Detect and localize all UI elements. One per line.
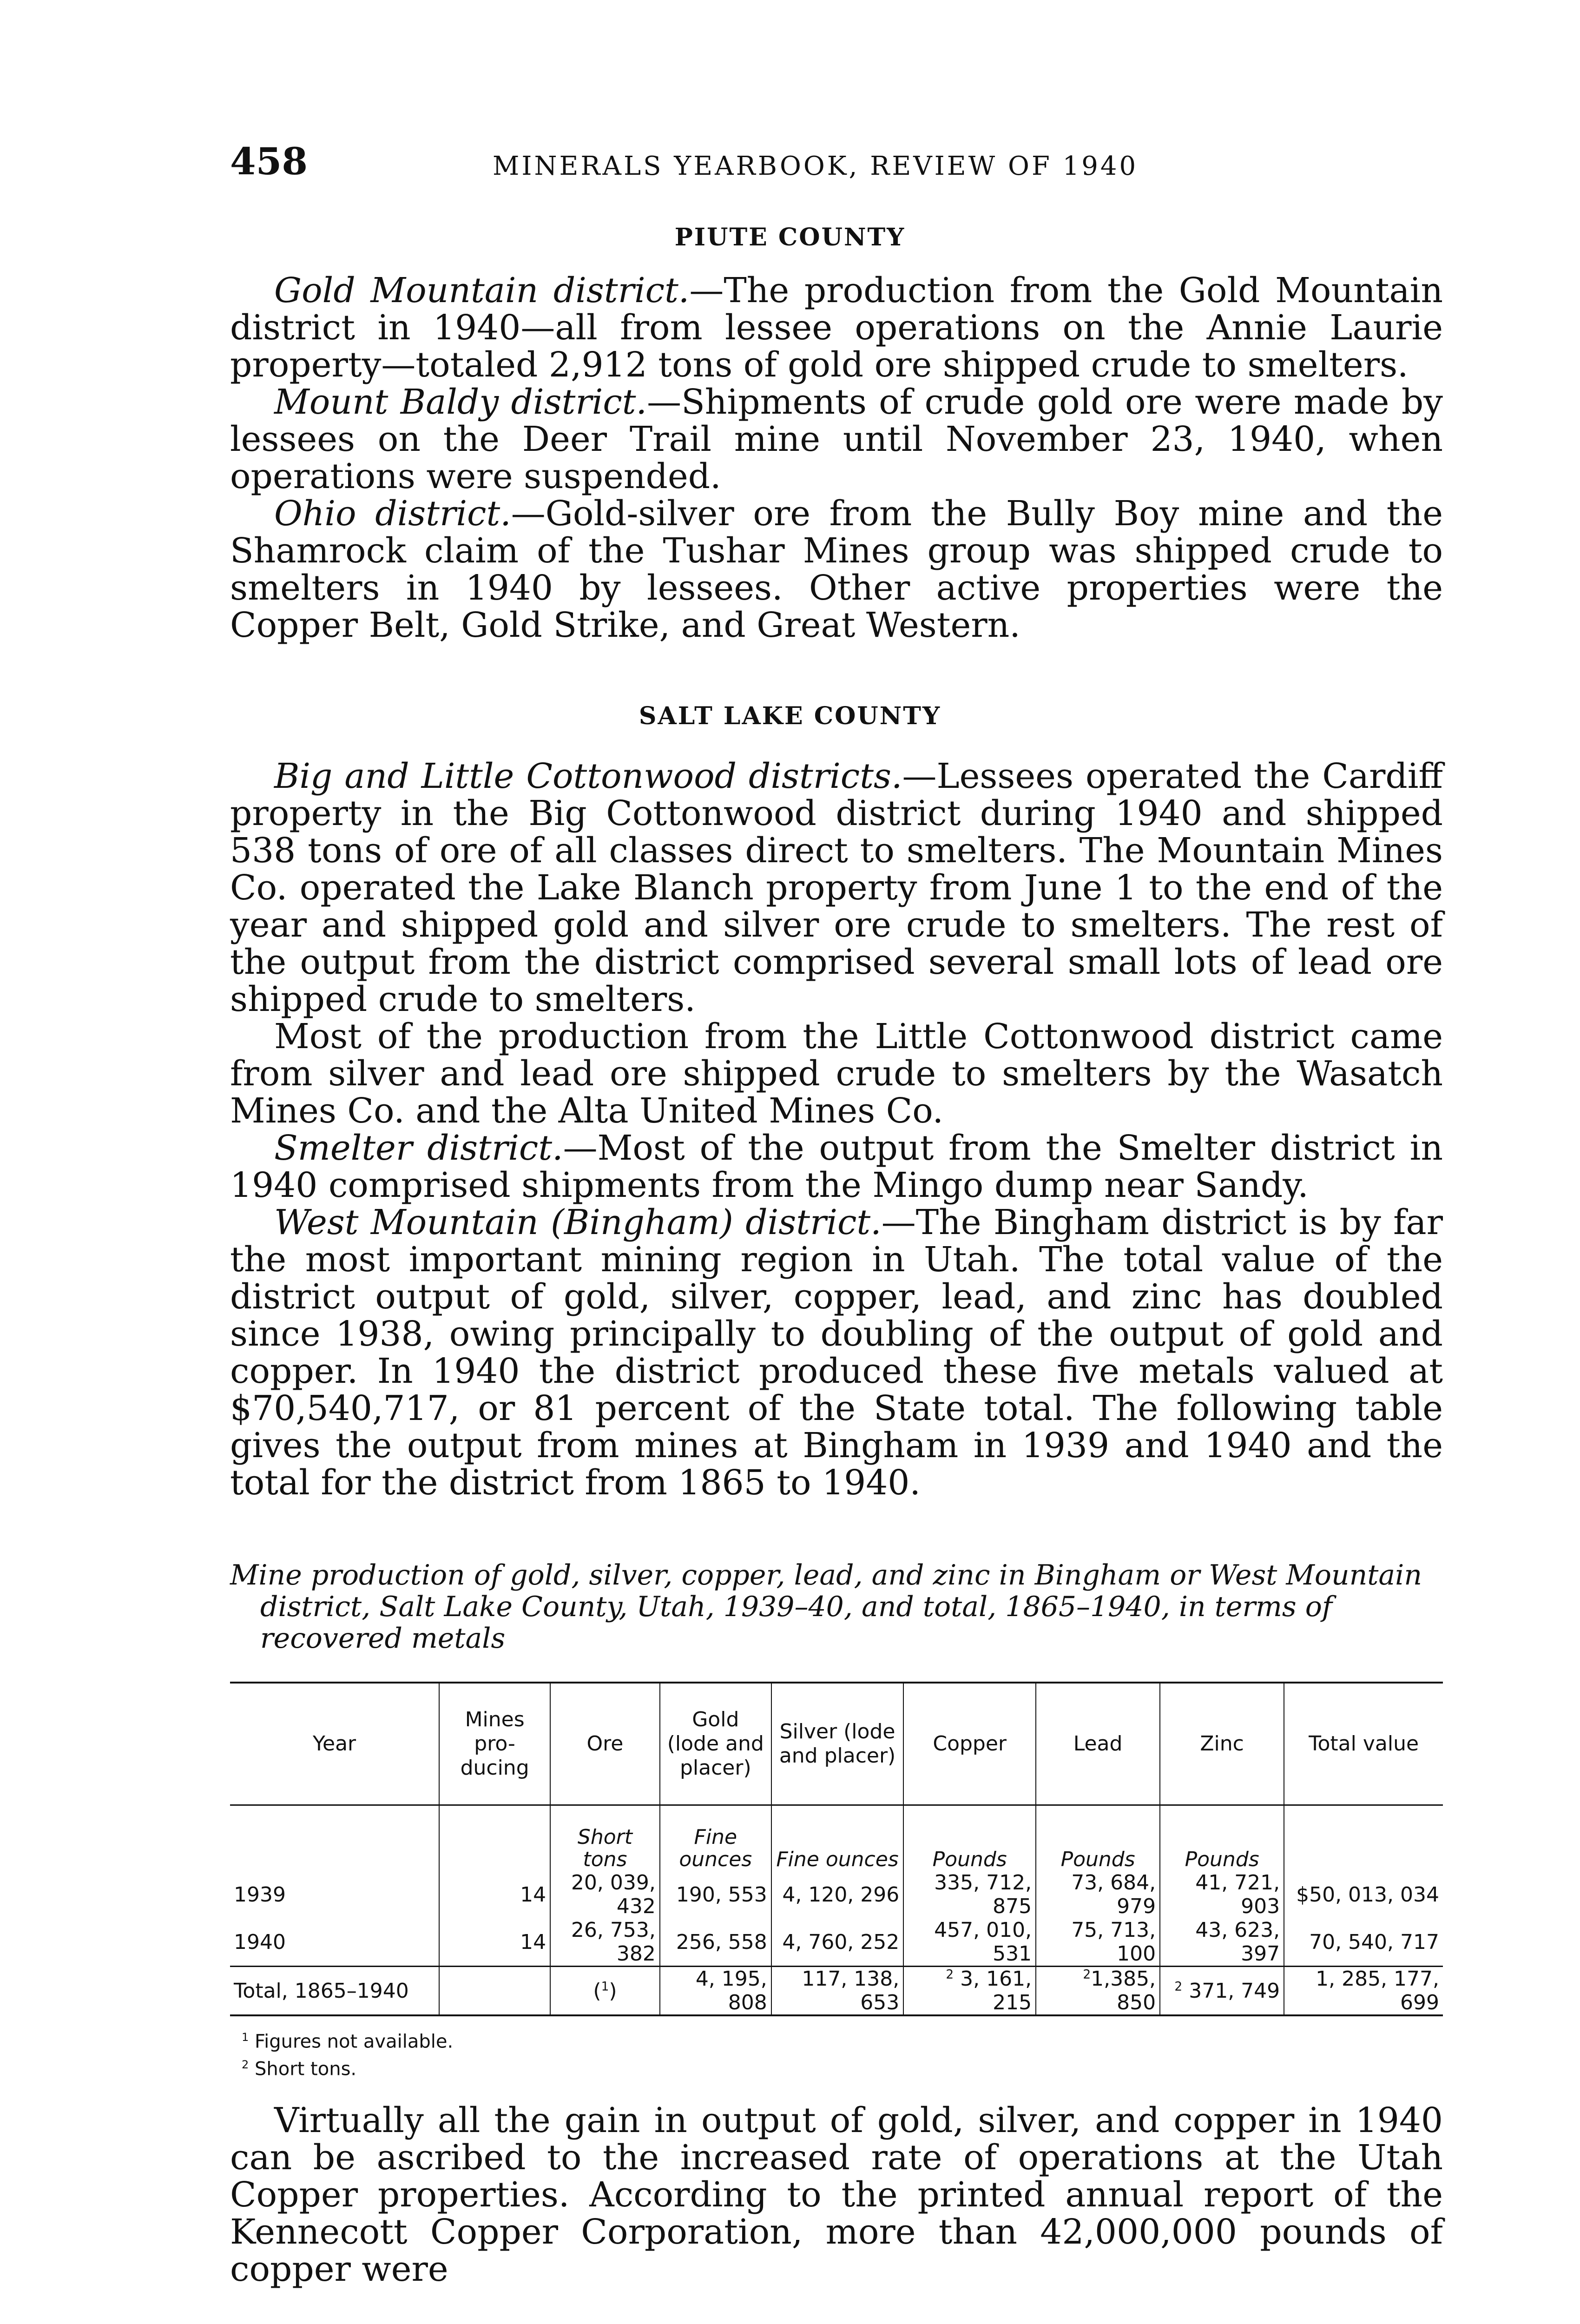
unit-cell: Fine ounces — [660, 1805, 771, 1871]
zinc-value: 371, 749 — [1189, 1979, 1280, 2003]
production-table — [230, 1682, 1443, 2016]
paragraph-smelter — [230, 1129, 1443, 1204]
column-header: Silver (lode and placer) — [771, 1683, 903, 1805]
paragraph-text: —Most of the output from the Smelter district in 1940 comprised shipments from the Mingo dump near Sandy. — [230, 1128, 1443, 1205]
paragraph-ohio — [230, 495, 1443, 644]
footnote-1: $^1$ Figures not available. — [242, 2031, 454, 2053]
unit-cell: Pounds — [1160, 1805, 1284, 1871]
table-row — [230, 1871, 1443, 1918]
table-footnotes — [242, 2026, 453, 2081]
lead-cell: 75, 713, 100 — [1036, 1918, 1160, 1967]
table-row — [230, 1918, 1443, 1967]
ore-cell: 20, 039, 432 — [550, 1871, 660, 1918]
paragraph-text: —The Bingham district is by far the most important mining region in Utah. The total value of the district output of gold, silver, copper, lead, and zinc has doubled since 1938, owing principally to doubling of the output of gold and copper. In 1940 the district produced these five metals valued at $70,540,717, or 81 percent of the State total. The following table gives the output from mines at Bingham in 1939 and 1940 and the total for the district from 1865 to 1940. — [230, 1202, 1443, 1503]
paragraph-text: —Gold-silver ore from the Bully Boy mine and the Shamrock claim of the Tushar Mines group was shipped crude to smelters in 1940 by lessees. Other active properties were the Copper Belt, Gold Strike, and Great Western. — [230, 494, 1443, 645]
salt-lake-county-text — [230, 758, 1443, 1501]
paragraph-text: —Shipments of crude gold ore were made by lessees on the Deer Trail mine until November 23, 1940, when operations were suspended. — [230, 382, 1443, 496]
paragraph-utah-copper: Virtually all the gain in output of gold, silver, and copper in 1940 can be ascribed to the increased rate of operations at the Utah Copper properties. According to the printed annual report of the Kennecott Copper Corporation, more than 42,000,000 pounds of copper were — [230, 2100, 1443, 2289]
unit-cell — [1284, 1805, 1443, 1871]
total-row — [230, 1967, 1443, 2016]
unit-cell: Fine ounces — [771, 1805, 903, 1871]
district-name: Big and Little Cottonwood districts. — [274, 756, 902, 796]
unit-cell — [439, 1805, 550, 1871]
ore-cell: ($^1$) — [550, 1967, 660, 2016]
zinc-cell: 41, 721, 903 — [1160, 1871, 1284, 1918]
silver-cell: 117, 138, 653 — [771, 1967, 903, 2016]
column-header: Copper — [903, 1683, 1036, 1805]
column-header: Zinc — [1160, 1683, 1284, 1805]
copper-cell: 457, 010, 531 — [903, 1918, 1036, 1967]
lead-cell — [1036, 1967, 1160, 2016]
gold-cell: 4, 195, 808 — [660, 1967, 771, 2016]
mines-cell: 14 — [439, 1871, 550, 1918]
silver-cell: 4, 120, 296 — [771, 1871, 903, 1918]
footnote-mark: 1 — [601, 1979, 609, 1994]
unit-cell — [230, 1805, 439, 1871]
district-name: Ohio district. — [274, 494, 511, 534]
district-name: Smelter district. — [274, 1128, 563, 1168]
table-header-row — [230, 1683, 1443, 1805]
copper-cell: 335, 712, 875 — [903, 1871, 1036, 1918]
paragraph-bingham — [230, 1204, 1443, 1501]
lead-cell: 73, 684, 979 — [1036, 1871, 1160, 1918]
mines-cell: 14 — [439, 1918, 550, 1967]
column-header: Gold (lode and placer) — [660, 1683, 771, 1805]
unit-cell: Pounds — [903, 1805, 1036, 1871]
running-title: MINERALS YEARBOOK, REVIEW OF 1940 — [493, 151, 1139, 181]
zinc-cell: 43, 623, 397 — [1160, 1918, 1284, 1967]
footnote-text: Figures not available. — [255, 2031, 454, 2053]
footnote-2: $^2$ Short tons. — [242, 2058, 357, 2080]
footnote-mark: 2 — [1174, 1979, 1183, 1994]
copper-value: 3, 161, 215 — [960, 1967, 1032, 2014]
lead-value: 1,385, 850 — [1091, 1967, 1156, 2014]
district-name: Gold Mountain district. — [274, 271, 690, 310]
footnote-mark: 2 — [1083, 1967, 1091, 1982]
column-header: Total value — [1284, 1683, 1443, 1805]
district-name: West Mountain (Bingham) district. — [274, 1202, 882, 1242]
paragraph-cottonwood — [230, 758, 1443, 1018]
column-header: Year — [230, 1683, 439, 1805]
paragraph-text: —Lessees operated the Cardiff property in the Big Cottonwood district during 1940 and shipped 538 tons of ore of all classes direct to smelters. The Mountain Mines Co. operated the Lake Blanch property from June 1 to the end of the year and shipped gold and silver ore crude to smelters. The rest of the output from the district comprised several small lots of lead ore shipped crude to smelters. — [230, 756, 1443, 1019]
production-table-wrap — [230, 1682, 1443, 2016]
unit-cell: Short tons — [550, 1805, 660, 1871]
paragraph-mount-baldy — [230, 383, 1443, 495]
year-cell: 1940 — [234, 1930, 286, 1954]
silver-cell: 4, 760, 252 — [771, 1918, 903, 1967]
column-header: Ore — [550, 1683, 660, 1805]
table-caption: Mine production of gold, silver, copper, lead, and zinc in Bingham or West Mountain district, Salt Lake County, Utah, 1939–40, and total, 1865–1940, in terms of recovered metals — [230, 1559, 1422, 1655]
gold-cell: 256, 558 — [660, 1918, 771, 1967]
paragraph-text: —The production from the Gold Mountain district in 1940—all from lessee operations on the Annie Laurie property—totaled 2,912 tons of gold ore shipped crude to smelters. — [230, 271, 1443, 385]
district-name: Mount Baldy district. — [274, 382, 647, 422]
year-cell: 1939 — [234, 1882, 286, 1907]
closing-text — [230, 2102, 1443, 2288]
column-header: Lead — [1036, 1683, 1160, 1805]
ore-cell: 26, 753, 382 — [550, 1918, 660, 1967]
footnote-text: Short tons. — [255, 2058, 357, 2080]
total-value-cell: 70, 540, 717 — [1284, 1918, 1443, 1967]
page-number: 458 — [230, 139, 308, 183]
running-head — [230, 139, 1438, 191]
piute-county-heading: PIUTE COUNTY — [674, 223, 906, 251]
mines-cell — [439, 1967, 550, 2016]
zinc-cell — [1160, 1967, 1284, 2016]
paragraph-little-cottonwood: Most of the production from the Little Cottonwood district came from silver and lead ore shipped crude to smelters by the Wasatch Mines Co. and the Alta United Mines Co. — [230, 1017, 1443, 1131]
copper-cell — [903, 1967, 1036, 2016]
salt-lake-county-heading: SALT LAKE COUNTY — [639, 702, 941, 730]
paragraph-gold-mountain — [230, 272, 1443, 383]
total-value-cell: 1, 285, 177, 699 — [1284, 1967, 1443, 2016]
year-cell: Total, 1865–1940 — [230, 1967, 439, 2016]
unit-cell: Pounds — [1036, 1805, 1160, 1871]
footnote-mark: 2 — [946, 1967, 954, 1982]
total-value-cell: $50, 013, 034 — [1284, 1871, 1443, 1918]
piute-county-text — [230, 272, 1443, 644]
units-row — [230, 1805, 1443, 1871]
column-header: Mines pro-ducing — [439, 1683, 550, 1805]
gold-cell: 190, 553 — [660, 1871, 771, 1918]
